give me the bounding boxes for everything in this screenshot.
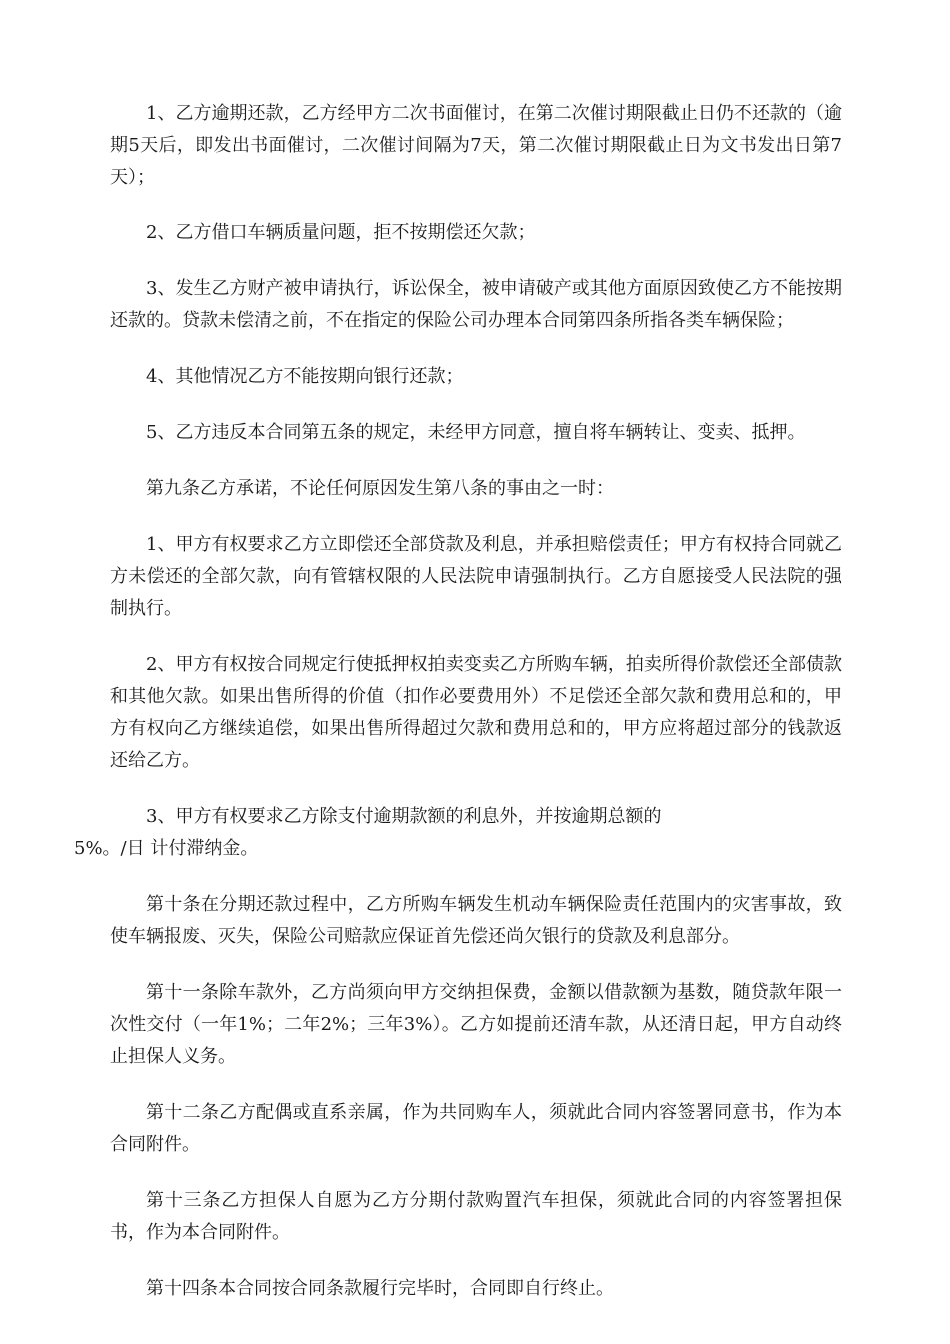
clause-8-item-5: 5、乙方违反本合同第五条的规定，未经甲方同意，擅自将车辆转让、变卖、抵押。 (146, 422, 806, 443)
clause-13: 第十三条乙方担保人自愿为乙方分期付款购置汽车担保，须就此合同的内容签署担保书，作为本合同附件。 (110, 1190, 842, 1243)
clause-8-item-3: 3、发生乙方财产被申请执行，诉讼保全，被申请破产或其他方面原因致使乙方不能按期还款的。贷款未偿清之前，不在指定的保险公司办理本合同第四条所指各类车辆保险； (110, 278, 842, 331)
clause-8-item-4: 4、其他情况乙方不能按期向银行还款； (146, 366, 464, 387)
document-page (74, 98, 842, 1329)
clause-10: 第十条在分期还款过程中，乙方所购车辆发生机动车辆保险责任范围内的灾害事故，致使车辆报废、灭失，保险公司赔款应保证首先偿还尚欠银行的贷款及利息部分。 (110, 894, 842, 947)
clause-9-item-1: 1、甲方有权要求乙方立即偿还全部贷款及利息，并承担赔偿责任；甲方有权持合同就乙方未偿还的全部欠款，向有管辖权限的人民法院申请强制执行。乙方自愿接受人民法院的强制执行。 (110, 534, 842, 619)
clause-14: 第十四条本合同按合同条款履行完毕时，合同即自行终止。 (146, 1278, 614, 1299)
clause-9-heading: 第九条乙方承诺，不论任何原因发生第八条的事由之一时： (146, 478, 614, 499)
clause-9-item-2: 2、甲方有权按合同规定行使抵押权拍卖变卖乙方所购车辆，拍卖所得价款偿还全部债款和其他欠款。如果出售所得的价值（扣作必要费用外）不足偿还全部欠款和费用总和的，甲方有权向乙方继续追偿，如果出售所得超过欠款和费用总和的，甲方应将超过部分的钱款返还给乙方。 (110, 654, 842, 771)
clause-9-item-3-line2: 5%。/日 计付滞纳金。 (74, 838, 259, 859)
clause-9-item-3 (74, 801, 842, 865)
clause-11: 第十一条除车款外，乙方尚须向甲方交纳担保费，金额以借款额为基数，随贷款年限一次性交付（一年1%；二年2%；三年3%）。乙方如提前还清车款，从还清日起，甲方自动终止担保人义务。 (110, 982, 842, 1067)
clause-12: 第十二条乙方配偶或直系亲属，作为共同购车人，须就此合同内容签署同意书，作为本合同附件。 (110, 1102, 842, 1155)
clause-8-item-2: 2、乙方借口车辆质量问题，拒不按期偿还欠款； (146, 222, 536, 243)
clause-8-item-1: 1、乙方逾期还款，乙方经甲方二次书面催讨，在第二次催讨期限截止日仍不还款的（逾期5天后，即发出书面催讨，二次催讨间隔为7天，第二次催讨期限截止日为文书发出日第7天）； (110, 103, 842, 188)
clause-9-item-3-line1: 3、甲方有权要求乙方除支付逾期款额的利息外，并按逾期总额的 (146, 806, 662, 827)
